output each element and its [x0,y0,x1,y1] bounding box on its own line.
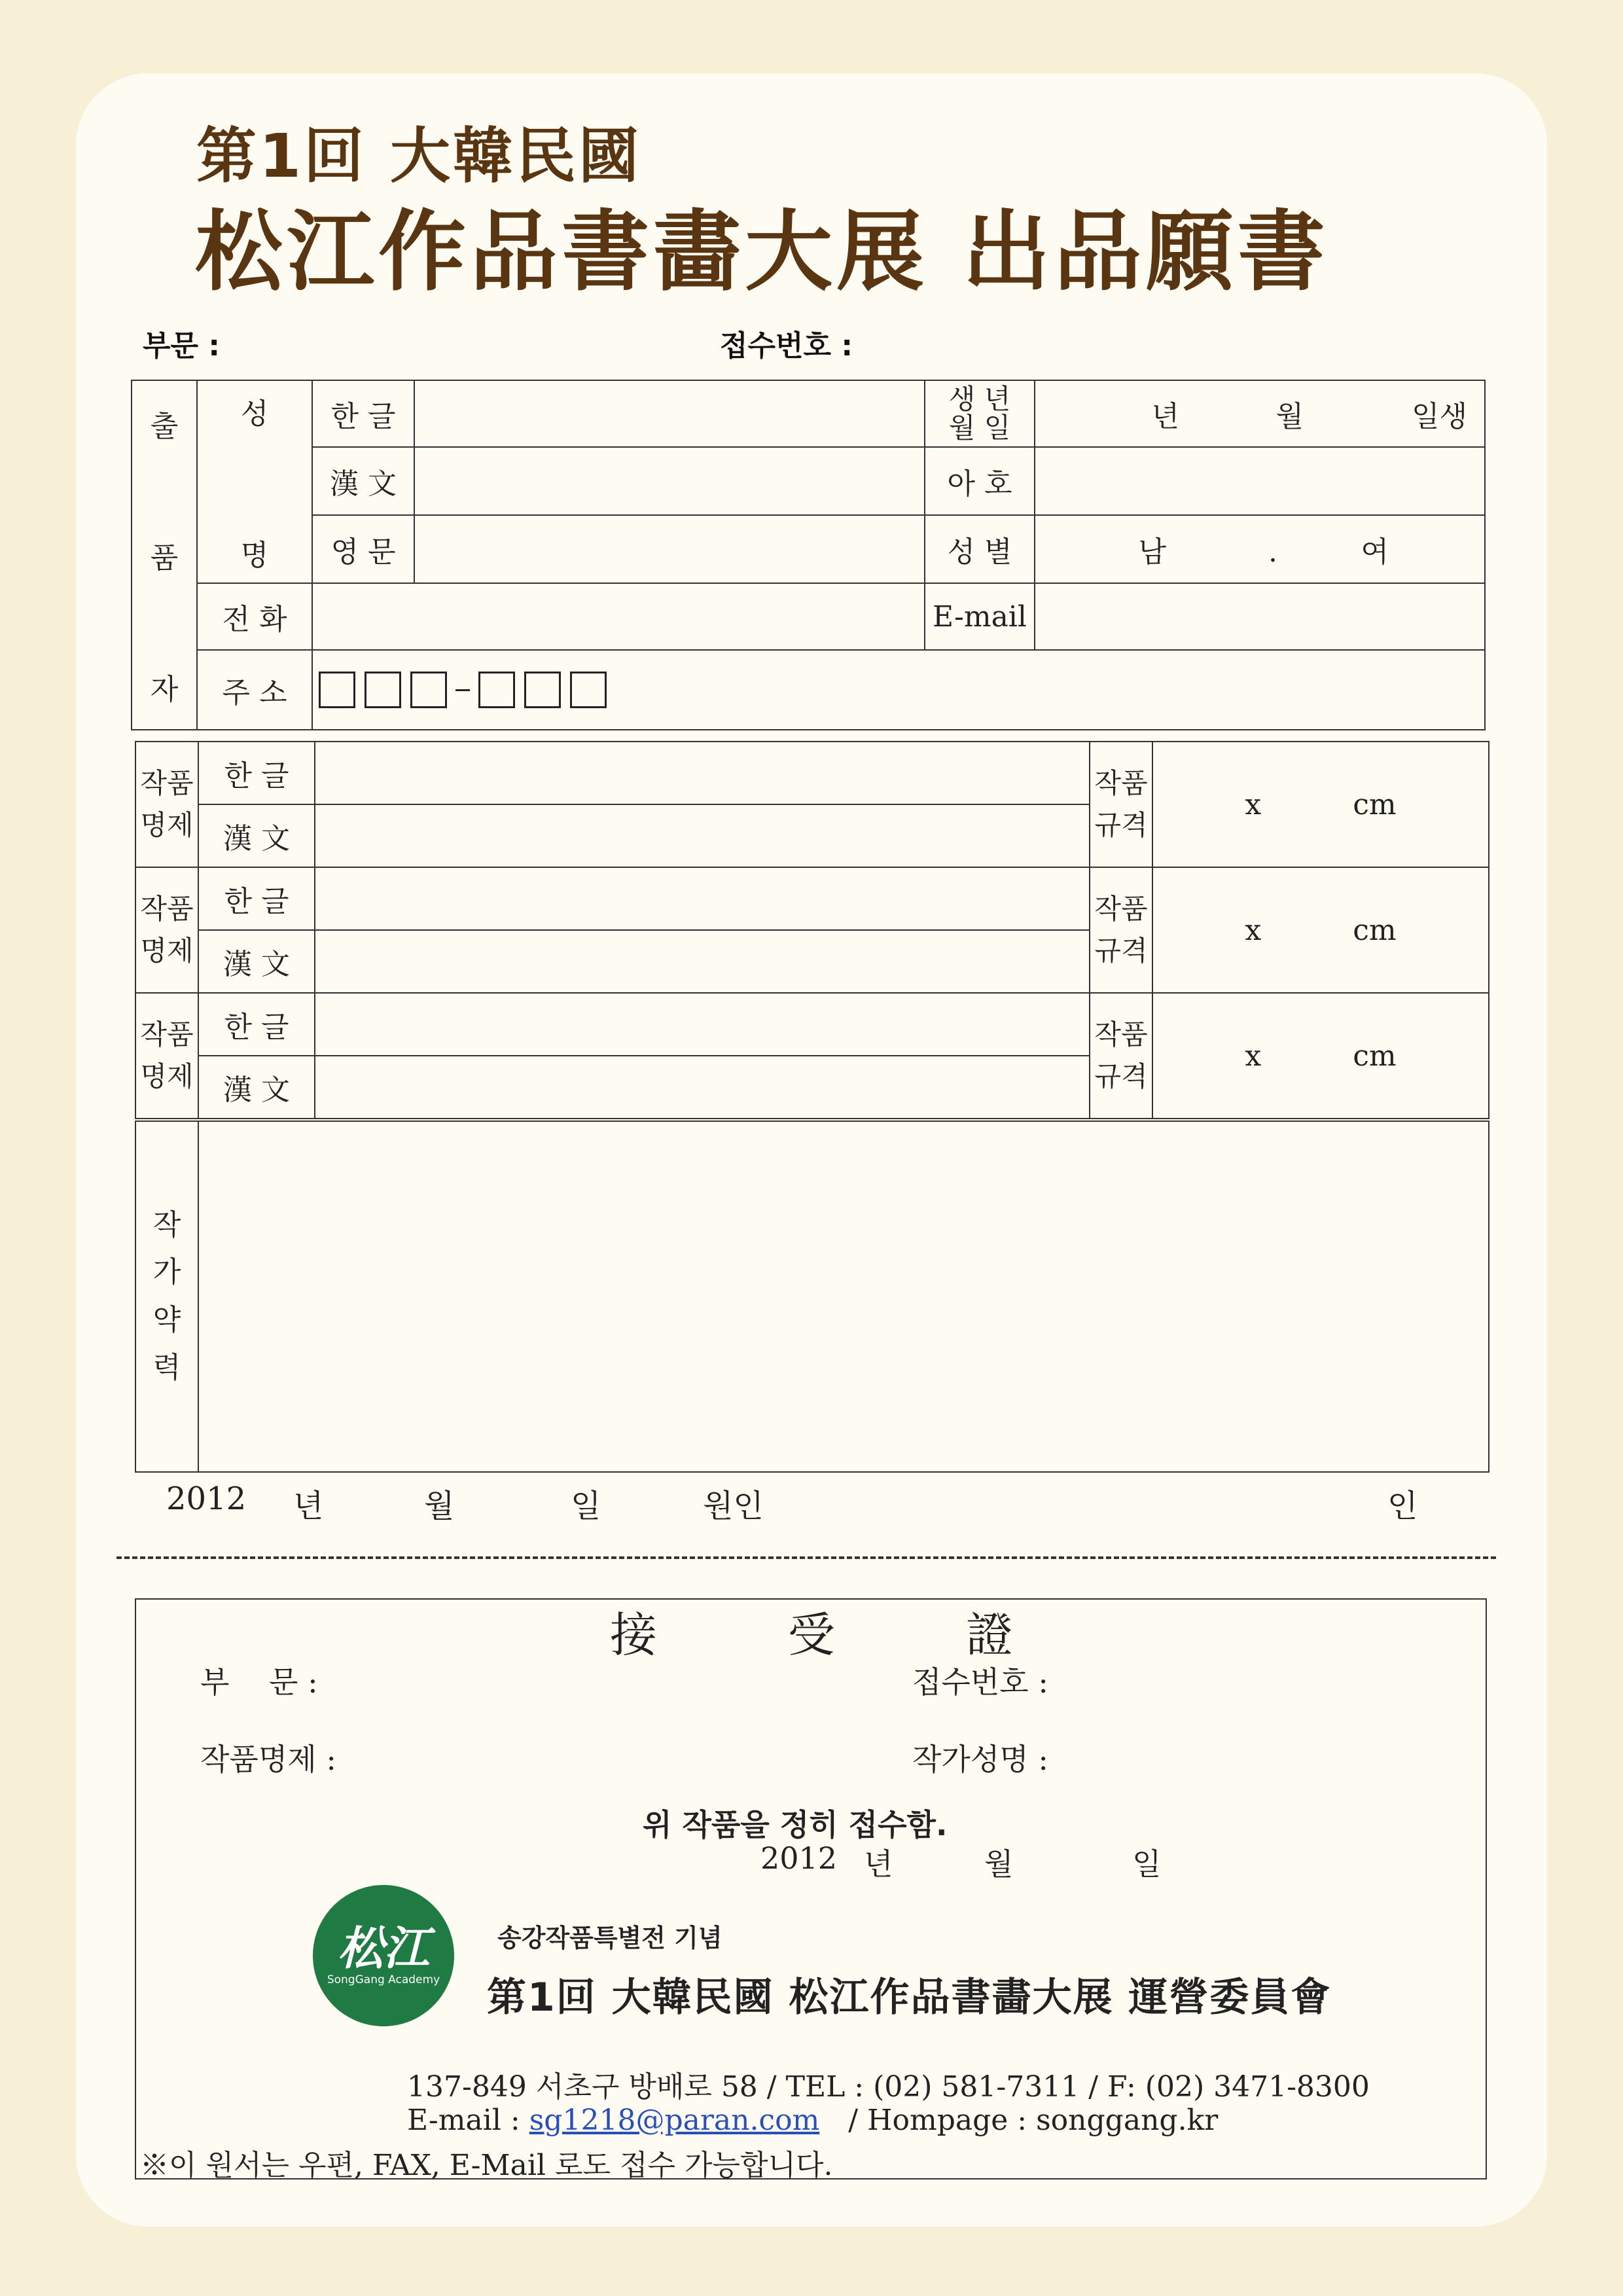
postcode-box[interactable] [319,672,355,708]
receipt-day-label: 일 [1132,1846,1162,1882]
applicant-char-3: 자 [150,673,179,706]
songgang-logo [313,1885,454,2026]
email-label: E-mail : [407,2104,520,2137]
work-title-bottom: 명제 [140,809,194,841]
work-spec-top: 작품 [1094,892,1148,925]
title-line-1: 第1回 大韓民國 [196,121,642,191]
email-link[interactable]: sg1218@paran.com [529,2104,820,2137]
receipt-year: 2012 [760,1840,838,1876]
work-hanja-label: 漢 文 [198,930,315,993]
pen-name-label: 아 호 [925,447,1035,515]
postcode-box[interactable] [365,672,401,708]
work-title-bottom: 명제 [140,935,194,967]
work-hangul-field[interactable] [315,867,1090,930]
postcode-box[interactable] [478,672,515,708]
receipt-work-title-label: 작품명제 : [200,1742,336,1777]
hanja-name-label: 漢 文 [312,447,414,515]
size-x: x [1245,913,1262,947]
organizer-contact-line [407,2104,1218,2137]
applicant-table [131,380,1486,730]
sign-applicant-label: 원인 [703,1488,764,1524]
size-x: x [1245,787,1262,821]
work-title-label [135,993,198,1119]
career-field[interactable] [198,1121,1489,1472]
birthdate-field[interactable] [1035,380,1485,447]
gender-separator: . [1268,535,1277,569]
organizer-address: 137-849 서초구 방배로 58 / TEL : (02) 581-7311 / F: (02) 3471-8300 [407,2070,1370,2104]
work-hangul-field[interactable] [315,742,1090,804]
logo-mark-text: 松江 [338,1920,429,1975]
career-char-2: 가 [152,1255,181,1289]
name-char-1: 성 [240,397,269,431]
work-spec-bottom: 규격 [1094,1060,1148,1092]
email-label: E-mail [925,583,1035,650]
work-hangul-field[interactable] [315,993,1090,1056]
cut-line [116,1556,1496,1559]
pen-name-field[interactable] [1035,447,1485,515]
work-hanja-label: 漢 文 [198,804,315,867]
work-hangul-label: 한 글 [198,742,315,804]
title-line-2: 松江作品書畵大展 出品願書 [195,201,1329,303]
name-char-2: 명 [240,539,269,572]
birthdate-label-bottom: 월 일 [948,412,1011,444]
sign-day-label: 일 [571,1488,601,1524]
size-unit: cm [1353,913,1397,947]
english-name-label: 영 문 [312,515,414,583]
work-spec-bottom: 규격 [1094,809,1148,841]
work-hangul-label: 한 글 [198,993,315,1056]
organizer-name: 第1回 大韓民國 松江作品書畵大展 運營委員會 [487,1975,1332,2020]
work-hanja-field[interactable] [315,1056,1090,1119]
career-char-4: 력 [152,1350,181,1384]
phone-field[interactable] [312,583,925,650]
size-unit: cm [1353,1039,1397,1073]
gender-male[interactable]: 남 [1138,535,1166,569]
career-char-1: 작 [152,1208,181,1242]
gender-field[interactable] [1035,515,1485,583]
work-title-label [135,867,198,993]
logo-sub-text: SongGang Academy [327,1973,440,1986]
work-spec-label [1090,993,1152,1119]
applicant-char-2: 품 [150,541,179,575]
career-char-3: 약 [152,1303,181,1336]
gender-label: 성 별 [925,515,1035,583]
work-hanja-field[interactable] [315,930,1090,993]
size-unit: cm [1353,787,1397,821]
postcode-dash [455,689,470,691]
applicant-group-label [132,380,197,730]
work-spec-top: 작품 [1094,766,1148,799]
receipt-year-label: 년 [864,1846,893,1882]
receipt-artist-label: 작가성명 : [912,1742,1048,1777]
work-size-field[interactable] [1152,867,1489,993]
organizer-subtitle: 송강작품특별전 기념 [497,1924,722,1952]
name-label [197,380,312,583]
postcode-box[interactable] [524,672,561,708]
hanja-name-field[interactable] [414,447,925,515]
work-spec-label [1090,742,1152,867]
receipt-section-label: 부 문 : [200,1664,318,1700]
work-hangul-label: 한 글 [198,867,315,930]
birth-month-label: 월 [1275,400,1304,433]
work-title-bottom: 명제 [140,1060,194,1092]
receipt-number-label: 접수번호 : [720,329,853,363]
receipt-month-label: 월 [984,1846,1014,1882]
work-spec-label [1090,867,1152,993]
submission-note: ※이 원서는 우편, FAX, E-Mail 로도 접수 가능합니다. [140,2149,833,2182]
birthdate-label-top: 생 년 [948,382,1011,415]
size-x: x [1245,1039,1262,1073]
work-spec-bottom: 규격 [1094,935,1148,967]
work-title-top: 작품 [140,766,194,799]
career-label [135,1121,198,1472]
address-field[interactable] [312,650,1485,730]
hangul-name-label: 한 글 [312,380,414,447]
sign-year-label: 년 [293,1488,324,1524]
work-title-top: 작품 [140,1018,194,1050]
receipt-number-label: 접수번호 : [912,1664,1048,1700]
sign-year: 2012 [166,1480,247,1517]
section-label: 부문 : [143,329,220,363]
work-title-top: 작품 [140,892,194,925]
works-table [135,741,1489,1119]
work-hanja-field[interactable] [315,804,1090,867]
work-spec-top: 작품 [1094,1018,1148,1050]
postcode-box[interactable] [570,672,607,708]
postcode-box[interactable] [410,672,447,708]
gender-female[interactable]: 여 [1361,535,1389,569]
applicant-char-1: 출 [150,410,179,443]
work-hanja-label: 漢 文 [198,1056,315,1119]
phone-label: 전 화 [197,583,312,650]
birthdate-label [925,380,1035,447]
sign-month-label: 월 [424,1488,455,1524]
email-field[interactable] [1035,583,1485,650]
work-size-field[interactable] [1152,993,1489,1119]
receipt-title: 接受證 [610,1607,1145,1662]
english-name-field[interactable] [414,515,925,583]
birth-year-label: 년 [1151,400,1179,433]
receipt-statement: 위 작품을 정히 접수함. [643,1807,948,1842]
birth-day-label: 일생 [1411,400,1467,433]
sign-seal-label: 인 [1387,1488,1418,1524]
address-label: 주 소 [197,650,312,730]
career-table [135,1121,1489,1473]
work-title-label [135,742,198,867]
homepage-text: / Hompage : songgang.kr [848,2104,1219,2137]
hangul-name-field[interactable] [414,380,925,447]
work-size-field[interactable] [1152,742,1489,867]
